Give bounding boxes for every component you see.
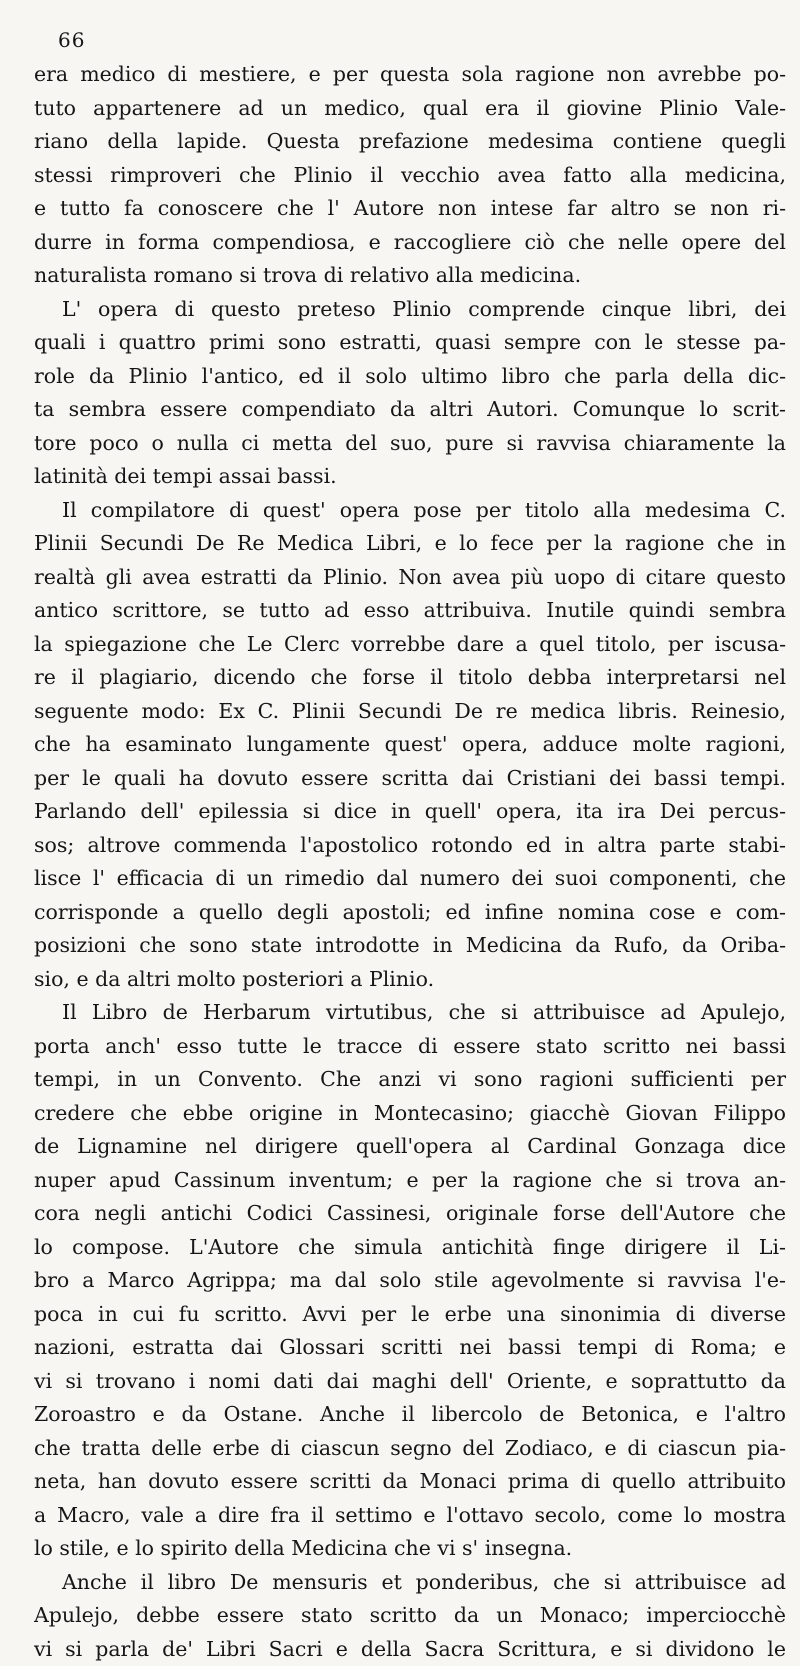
text-line: stessi rimproveri che Plinio il vecchio avea fatto alla medicina, (34, 159, 786, 193)
text-line: durre in forma compendiosa, e raccogliere ciò che nelle opere del (34, 226, 786, 260)
text-line: L' opera di questo preteso Plinio comprende cinque libri, dei (34, 293, 786, 327)
text-line: poca in cui fu scritto. Avvi per le erbe una sinonimia di diverse (34, 1298, 786, 1332)
text-line: Apulejo, debbe essere stato scritto da un Monaco; imperciocchè (34, 1599, 786, 1633)
text-line: antico scrittore, se tutto ad esso attribuiva. Inutile quindi sembra (34, 594, 786, 628)
text-line: realtà gli avea estratti da Plinio. Non avea più uopo di citare questo (34, 561, 786, 595)
text-line: era medico di mestiere, e per questa sola ragione non avrebbe po- (34, 58, 786, 92)
paragraph (34, 293, 786, 494)
text-line: Zoroastro e da Ostane. Anche il libercolo de Betonica, e l'altro (34, 1398, 786, 1432)
text-line: quali i quattro primi sono estratti, quasi sempre con le stesse pa- (34, 326, 786, 360)
text-line: cora negli antichi Codici Cassinesi, originale forse dell'Autore che (34, 1197, 786, 1231)
page-text (34, 58, 786, 1666)
text-line: Parlando dell' epilessia si dice in quell' opera, ita ira Dei percus- (34, 795, 786, 829)
text-line: e tutto fa conoscere che l' Autore non intese far altro se non ri- (34, 192, 786, 226)
text-line: Anche il libro De mensuris et ponderibus, che si attribuisce ad (34, 1566, 786, 1600)
text-line: seguente modo: Ex C. Plinii Secundi De re medica libris. Reinesio, (34, 695, 786, 729)
text-line: porta anch' esso tutte le tracce di essere stato scritto nei bassi (34, 1030, 786, 1064)
text-line: lisce l' efficacia di un rimedio dal numero dei suoi componenti, che (34, 862, 786, 896)
text-line: sos; altrove commenda l'apostolico rotondo ed in altra parte stabi- (34, 829, 786, 863)
text-line: bro a Marco Agrippa; ma dal solo stile agevolmente si ravvisa l'e- (34, 1264, 786, 1298)
text-line: credere che ebbe origine in Montecasino; giacchè Giovan Filippo (34, 1097, 786, 1131)
text-line: vi si parla de' Libri Sacri e della Sacra Scrittura, e si dividono le (34, 1633, 786, 1666)
paragraph (34, 996, 786, 1566)
text-line: sio, e da altri molto posteriori a Plinio. (34, 963, 786, 997)
paragraph (34, 58, 786, 293)
text-line: tuto appartenere ad un medico, qual era il giovine Plinio Vale- (34, 92, 786, 126)
text-line: posizioni che sono state introdotte in Medicina da Rufo, da Oriba- (34, 929, 786, 963)
text-line: nazioni, estratta dai Glossari scritti nei bassi tempi di Roma; e (34, 1331, 786, 1365)
text-line: latinità dei tempi assai bassi. (34, 460, 786, 494)
text-line: re il plagiario, dicendo che forse il titolo debba interpretarsi nel (34, 661, 786, 695)
text-line: role da Plinio l'antico, ed il solo ultimo libro che parla della dic- (34, 360, 786, 394)
text-line: neta, han dovuto essere scritti da Monaci prima di quello attribuito (34, 1465, 786, 1499)
text-line: lo stile, e lo spirito della Medicina che vi s' insegna. (34, 1532, 786, 1566)
text-line: lo compose. L'Autore che simula antichità finge dirigere il Li- (34, 1231, 786, 1265)
paragraph (34, 494, 786, 997)
text-line: Il Libro de Herbarum virtutibus, che si attribuisce ad Apulejo, (34, 996, 786, 1030)
text-line: ta sembra essere compendiato da altri Autori. Comunque lo scrit- (34, 393, 786, 427)
text-line: che tratta delle erbe di ciascun segno del Zodiaco, e di ciascun pia- (34, 1432, 786, 1466)
text-line: a Macro, vale a dire fra il settimo e l'ottavo secolo, come lo mostra (34, 1499, 786, 1533)
text-line: naturalista romano si trova di relativo alla medicina. (34, 259, 786, 293)
text-line: tempi, in un Convento. Che anzi vi sono ragioni sufficienti per (34, 1063, 786, 1097)
text-line: Plinii Secundi De Re Medica Libri, e lo fece per la ragione che in (34, 527, 786, 561)
text-line: che ha esaminato lungamente quest' opera, adduce molte ragioni, (34, 728, 786, 762)
text-line: riano della lapide. Questa prefazione medesima contiene quegli (34, 125, 786, 159)
text-line: corrisponde a quello degli apostoli; ed infine nomina cose e com- (34, 896, 786, 930)
text-line: per le quali ha dovuto essere scritta dai Cristiani dei bassi tempi. (34, 762, 786, 796)
text-line: de Lignamine nel dirigere quell'opera al Cardinal Gonzaga dice (34, 1130, 786, 1164)
page-number: 66 (58, 28, 85, 52)
text-line: vi si trovano i nomi dati dai maghi dell' Oriente, e soprattutto da (34, 1365, 786, 1399)
text-line: tore poco o nulla ci metta del suo, pure si ravvisa chiaramente la (34, 427, 786, 461)
text-line: nuper apud Cassinum inventum; e per la ragione che si trova an- (34, 1164, 786, 1198)
paragraph (34, 1566, 786, 1666)
text-line: Il compilatore di quest' opera pose per titolo alla medesima C. (34, 494, 786, 528)
text-line: la spiegazione che Le Clerc vorrebbe dare a quel titolo, per iscusa- (34, 628, 786, 662)
